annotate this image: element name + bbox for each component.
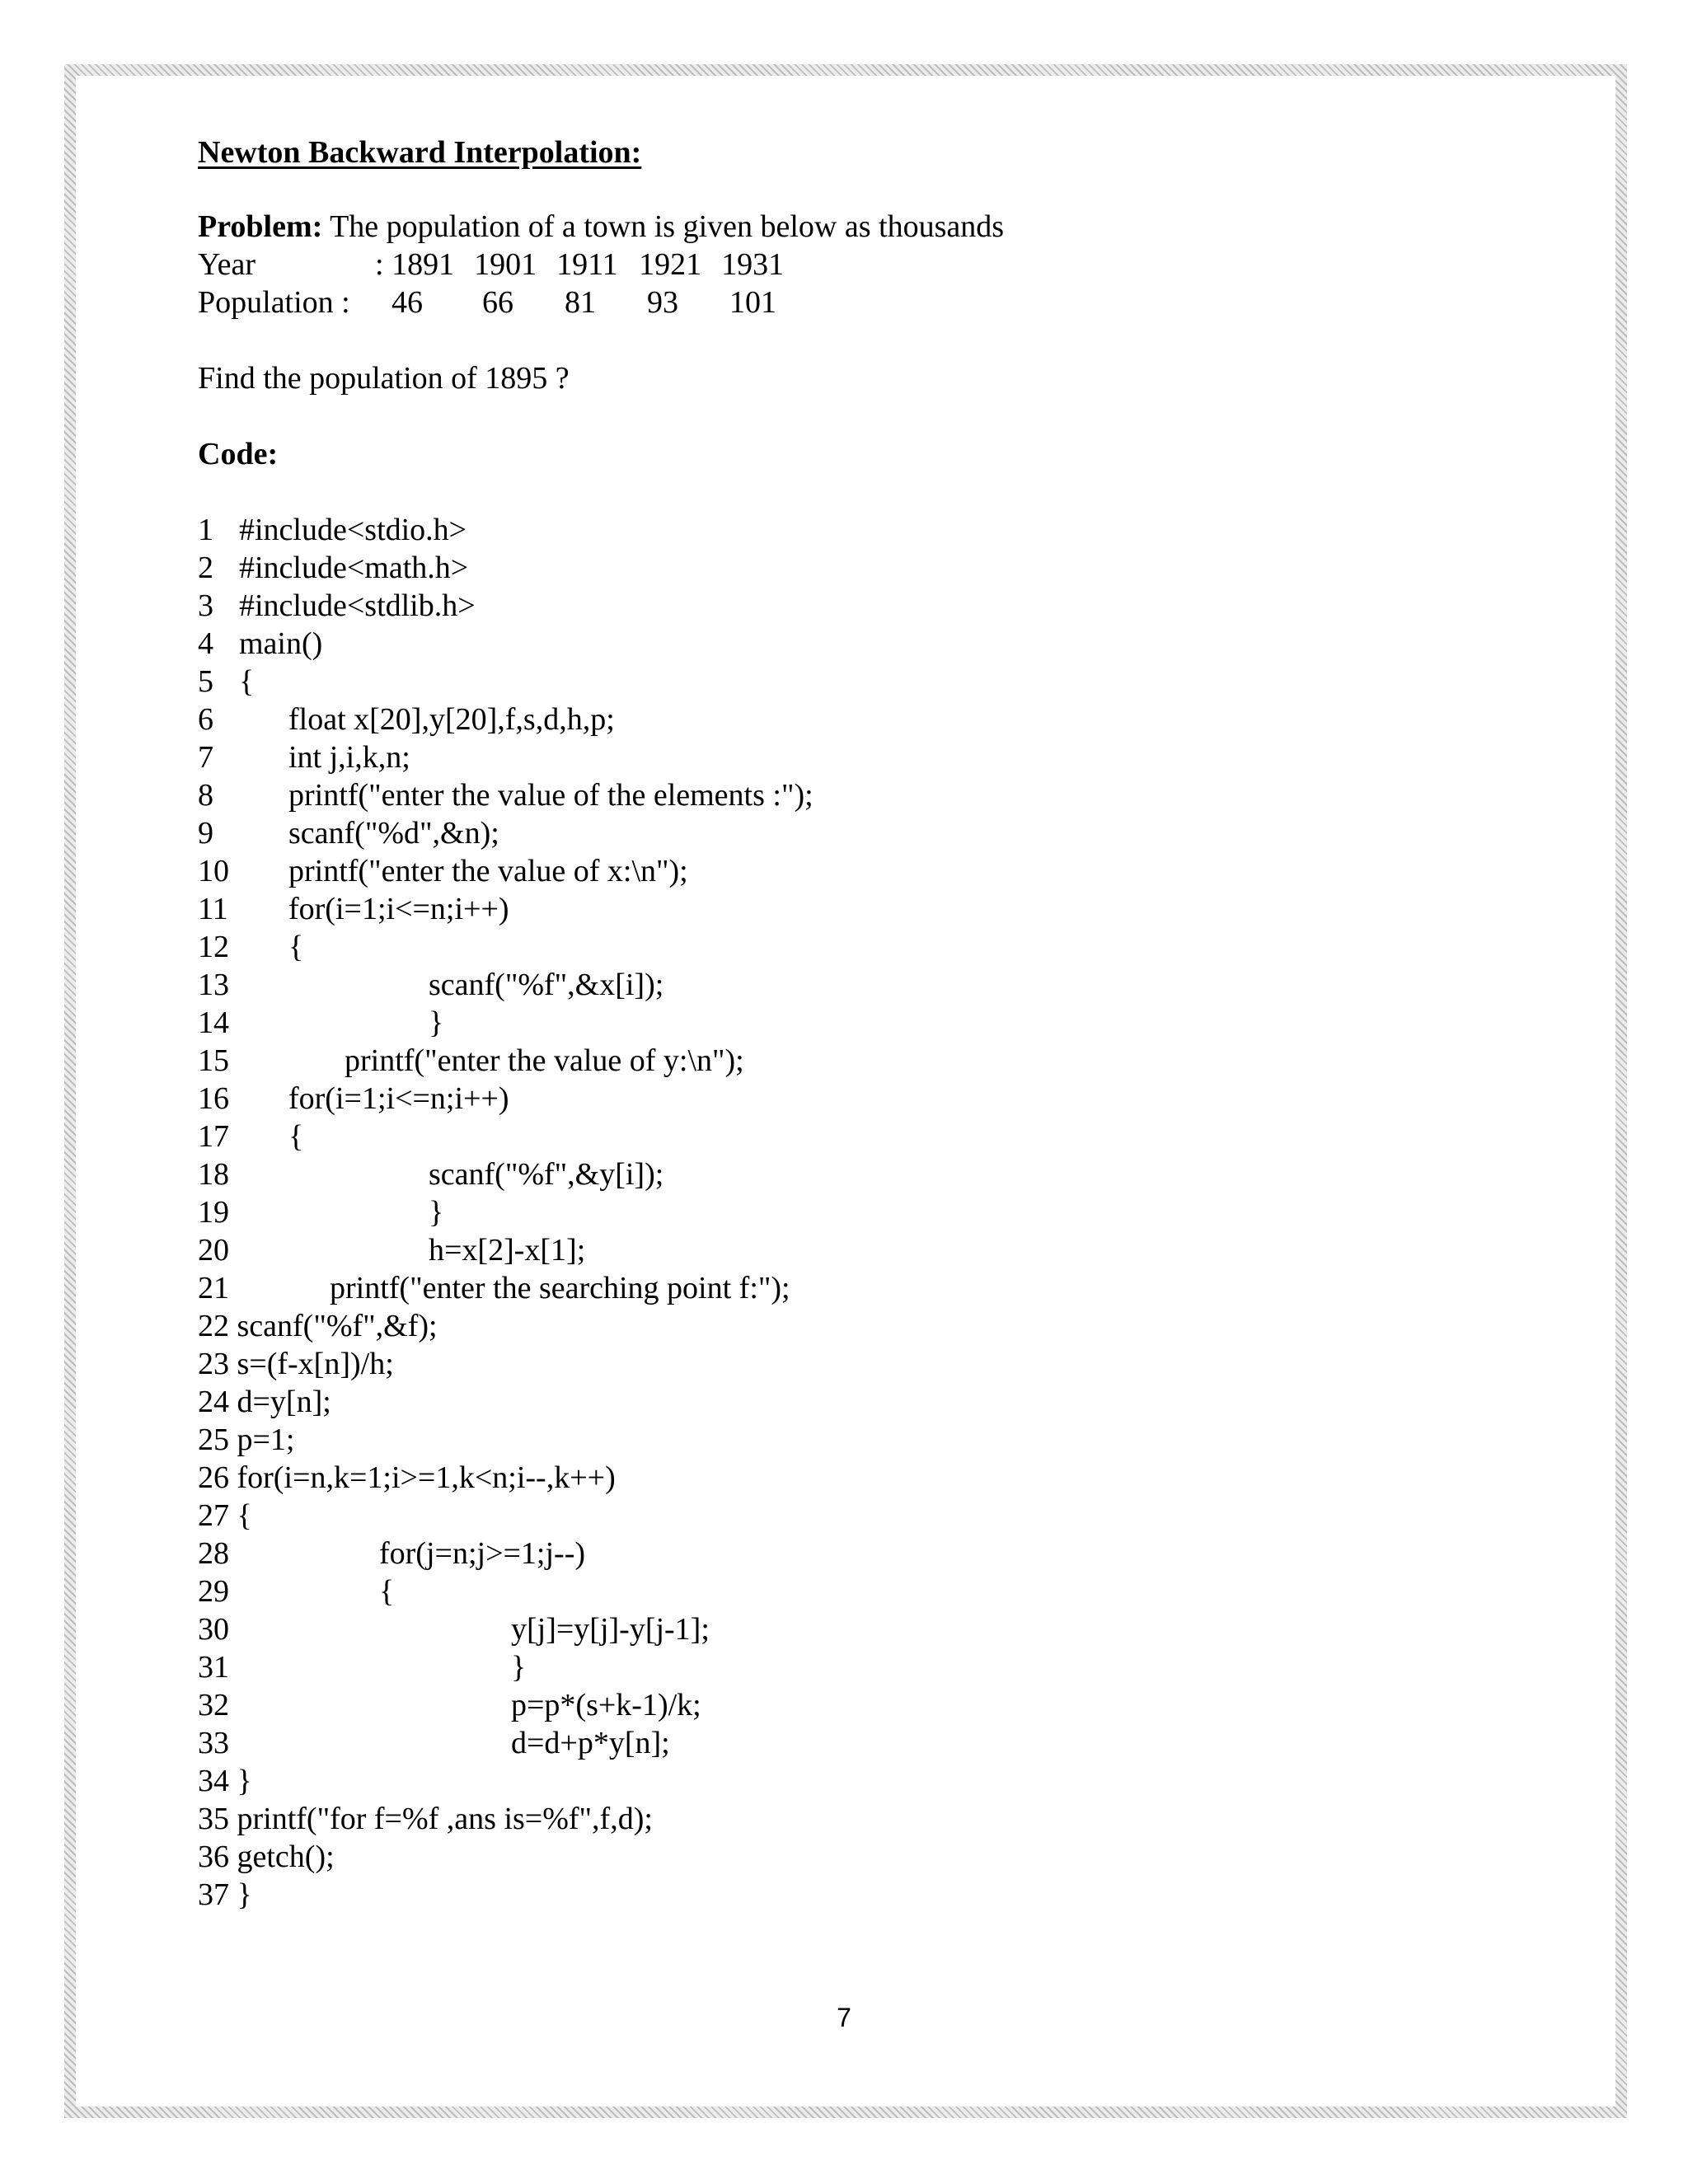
page-number: 7 [837, 2003, 851, 2032]
code-line [198, 701, 1517, 738]
code-text: for(i=1;i<=n;i++) [288, 1081, 509, 1116]
population-cell: 93 [647, 285, 678, 320]
code-text: float x[20],y[20],f,s,d,h,p; [288, 702, 615, 737]
line-number: 20 [198, 1233, 229, 1268]
line-number: 24 [198, 1385, 229, 1419]
line-number: 7 [198, 740, 213, 775]
code-text: { [239, 664, 255, 699]
code-text: } [429, 1195, 444, 1230]
line-number: 21 [198, 1271, 229, 1305]
code-line [198, 1800, 1517, 1838]
code-line [198, 1497, 1517, 1535]
line-number: 9 [198, 816, 213, 851]
line-number: 35 [198, 1802, 229, 1836]
line-number: 12 [198, 930, 229, 964]
population-cell: 46 [392, 285, 423, 320]
code-text: main() [239, 626, 323, 661]
code-line [198, 738, 1517, 776]
code-text: { [379, 1574, 395, 1609]
line-number: 1 [198, 513, 213, 547]
year-cell: 1901 [474, 247, 537, 282]
code-line [198, 928, 1517, 966]
line-number: 19 [198, 1195, 229, 1230]
line-number: 32 [198, 1688, 229, 1722]
code-text: h=x[2]-x[1]; [429, 1233, 586, 1268]
line-number: 37 [198, 1877, 229, 1912]
code-text: getch(); [237, 1840, 335, 1874]
line-number: 8 [198, 778, 213, 813]
code-line [198, 1572, 1517, 1610]
code-line [198, 1648, 1517, 1686]
code-line [198, 1080, 1517, 1118]
code-text: scanf("%f",&y[i]); [429, 1157, 664, 1192]
line-number: 33 [198, 1726, 229, 1760]
code-text: } [237, 1764, 252, 1798]
year-row [198, 246, 1517, 284]
line-number: 23 [198, 1347, 229, 1381]
code-text: } [511, 1650, 527, 1685]
code-line [198, 1155, 1517, 1193]
code-line [198, 1193, 1517, 1231]
line-number: 13 [198, 968, 229, 1002]
code-text: { [288, 1119, 304, 1154]
code-line [198, 1231, 1517, 1269]
code-text: { [288, 930, 304, 964]
code-text: s=(f-x[n])/h; [237, 1347, 394, 1381]
code-line [198, 1421, 1517, 1459]
code-line [198, 549, 1517, 587]
code-line [198, 1876, 1517, 1914]
line-number: 31 [198, 1650, 229, 1685]
code-block [198, 511, 1517, 1914]
code-text: printf("enter the value of y:\n"); [345, 1043, 744, 1078]
problem-statement [198, 208, 1517, 246]
code-line [198, 1459, 1517, 1497]
code-line [198, 625, 1517, 663]
code-text: } [237, 1877, 252, 1912]
line-number: 25 [198, 1422, 229, 1457]
code-text: } [429, 1005, 444, 1040]
code-line [198, 776, 1517, 814]
code-text: for(i=1;i<=n;i++) [288, 892, 509, 926]
code-text: #include<stdio.h> [239, 513, 467, 547]
code-line [198, 511, 1517, 549]
code-line [198, 1535, 1517, 1572]
code-text: #include<stdlib.h> [239, 588, 476, 623]
line-number: 6 [198, 702, 213, 737]
year-label: Year [198, 247, 256, 282]
document-content [198, 134, 1517, 1914]
code-text: d=y[n]; [237, 1385, 331, 1419]
code-line [198, 587, 1517, 625]
code-line [198, 1269, 1517, 1307]
population-cell: 66 [482, 285, 513, 320]
line-number: 14 [198, 1005, 229, 1040]
code-text: scanf("%d",&n); [288, 816, 499, 851]
year-cell: 1931 [721, 247, 785, 282]
line-number: 18 [198, 1157, 229, 1192]
code-text: for(i=n,k=1;i>=1,k<n;i--,k++) [237, 1460, 616, 1495]
code-text: d=d+p*y[n]; [511, 1726, 670, 1760]
code-text: printf("enter the searching point f:"); [330, 1271, 790, 1305]
line-number: 15 [198, 1043, 229, 1078]
line-number: 26 [198, 1460, 229, 1495]
line-number: 36 [198, 1840, 229, 1874]
population-label: Population : [198, 285, 359, 320]
code-line [198, 1724, 1517, 1762]
line-number: 3 [198, 588, 213, 623]
line-number: 11 [198, 892, 228, 926]
code-text: #include<math.h> [239, 551, 469, 585]
line-number: 34 [198, 1764, 229, 1798]
code-text: { [237, 1498, 252, 1533]
code-line [198, 852, 1517, 890]
code-text: printf("enter the value of the elements :"); [288, 778, 814, 813]
code-text: y[j]=y[j]-y[j-1]; [511, 1612, 710, 1647]
code-text: scanf("%f",&f); [237, 1309, 438, 1343]
code-line [198, 966, 1517, 1004]
code-text: p=1; [237, 1422, 295, 1457]
code-line [198, 1686, 1517, 1724]
code-line [198, 663, 1517, 701]
code-line [198, 1307, 1517, 1345]
code-text: p=p*(s+k-1)/k; [511, 1688, 701, 1722]
line-number: 4 [198, 626, 213, 661]
line-number: 2 [198, 551, 213, 585]
code-line [198, 890, 1517, 928]
population-cell: 101 [729, 285, 776, 320]
code-line [198, 1118, 1517, 1155]
code-text: scanf("%f",&x[i]); [429, 968, 664, 1002]
code-line [198, 1383, 1517, 1421]
year-cell: 1921 [639, 247, 702, 282]
line-number: 10 [198, 854, 229, 888]
code-text: int j,i,k,n; [288, 740, 410, 775]
problem-text: The population of a town is given below as thousands [330, 209, 1005, 244]
code-line [198, 1762, 1517, 1800]
line-number: 30 [198, 1612, 229, 1647]
line-number: 16 [198, 1081, 229, 1116]
line-number: 5 [198, 664, 213, 699]
year-cell: 1911 [556, 247, 618, 282]
code-text: for(j=n;j>=1;j--) [379, 1536, 586, 1571]
year-separator: : [375, 247, 392, 282]
line-number: 29 [198, 1574, 229, 1609]
code-heading: Code: [198, 437, 279, 471]
code-line [198, 1610, 1517, 1648]
line-number: 17 [198, 1119, 229, 1154]
code-line [198, 1042, 1517, 1080]
problem-label: Problem: [198, 209, 323, 244]
section-title: Newton Backward Interpolation: [198, 135, 642, 170]
year-cell: 1891 [392, 247, 455, 282]
code-line [198, 1345, 1517, 1383]
line-number: 27 [198, 1498, 229, 1533]
code-line [198, 1838, 1517, 1876]
code-text: printf("for f=%f ,ans is=%f",f,d); [237, 1802, 653, 1836]
code-line [198, 814, 1517, 852]
code-text: printf("enter the value of x:\n"); [288, 854, 688, 888]
question-text: Find the population of 1895 ? [198, 361, 570, 396]
line-number: 22 [198, 1309, 229, 1343]
population-cell: 81 [565, 285, 596, 320]
population-row [198, 284, 1517, 321]
line-number: 28 [198, 1536, 229, 1571]
code-line [198, 1004, 1517, 1042]
